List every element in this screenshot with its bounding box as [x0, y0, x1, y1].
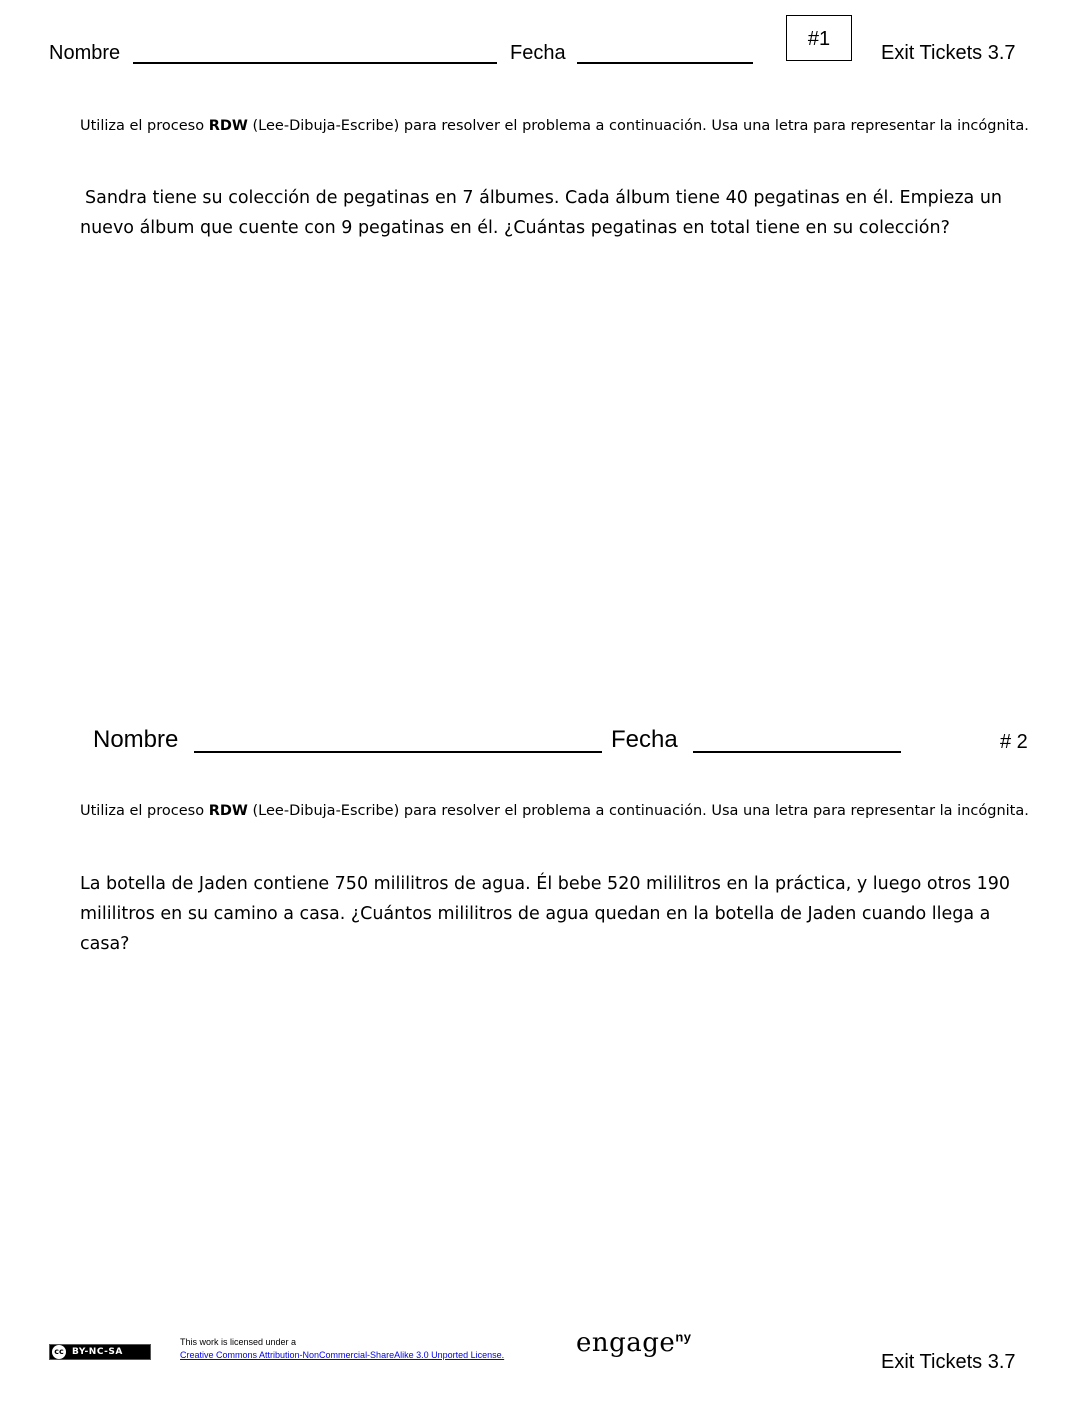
instruction-text: (Lee-Dibuja-Escribe) para resolver el problema a continuación. Usa una letra para representar la incógnita.	[247, 803, 1029, 819]
instructions	[80, 115, 1040, 138]
date-label: Fecha	[510, 42, 566, 64]
work-area[interactable]	[80, 250, 1035, 690]
instruction-text: (Lee-Dibuja-Escribe) para resolver el problema a continuación. Usa una letra para representar la incógnita.	[247, 118, 1029, 134]
name-label: Nombre	[49, 42, 121, 64]
worksheet-title: Exit Tickets 3.7	[881, 42, 1016, 64]
name-field[interactable]	[133, 62, 497, 64]
cc-license-badge[interactable]	[49, 1344, 151, 1360]
logo-superscript: ny	[675, 1329, 692, 1345]
date-field[interactable]	[693, 751, 901, 753]
footer-title: Exit Tickets 3.7	[881, 1351, 1016, 1373]
instruction-text: Utiliza el proceso	[80, 118, 209, 134]
date-label: Fecha	[611, 726, 678, 753]
ticket-number: # 2	[1000, 731, 1028, 753]
cc-badge-text: BY-NC-SA	[72, 1347, 123, 1357]
rdw-emphasis: RDW	[208, 118, 248, 134]
license-text: This work is licensed under a	[180, 1337, 297, 1347]
ticket-number-box: #1	[786, 15, 852, 61]
work-area[interactable]	[80, 940, 1035, 1310]
license-notice	[180, 1336, 504, 1362]
engageny-logo	[576, 1328, 691, 1358]
cc-icon: cc	[52, 1345, 66, 1359]
logo-text: engage	[576, 1328, 676, 1358]
name-field[interactable]	[194, 751, 602, 753]
instructions	[80, 800, 1040, 823]
word-problem: La botella de Jaden contiene 750 mililitros de agua. Él bebe 520 mililitros en la práctica, y luego otros 190 mililitros en su camino a casa. ¿Cuántos mililitros de agua quedan en la botella de Jaden cuando llega a casa?	[80, 874, 1011, 954]
instruction-text: Utiliza el proceso	[80, 803, 209, 819]
rdw-emphasis: RDW	[208, 803, 248, 819]
license-link[interactable]: Creative Commons Attribution-NonCommercial-ShareAlike 3.0 Unported License.	[180, 1350, 505, 1360]
word-problem: Sandra tiene su colección de pegatinas en 7 álbumes. Cada álbum tiene 40 pegatinas en él. Empieza un nuevo álbum que cuente con 9 pegatinas en él. ¿Cuántas pegatinas en total tiene en su colección?	[80, 188, 1003, 238]
date-field[interactable]	[577, 62, 753, 64]
name-label: Nombre	[93, 726, 179, 753]
